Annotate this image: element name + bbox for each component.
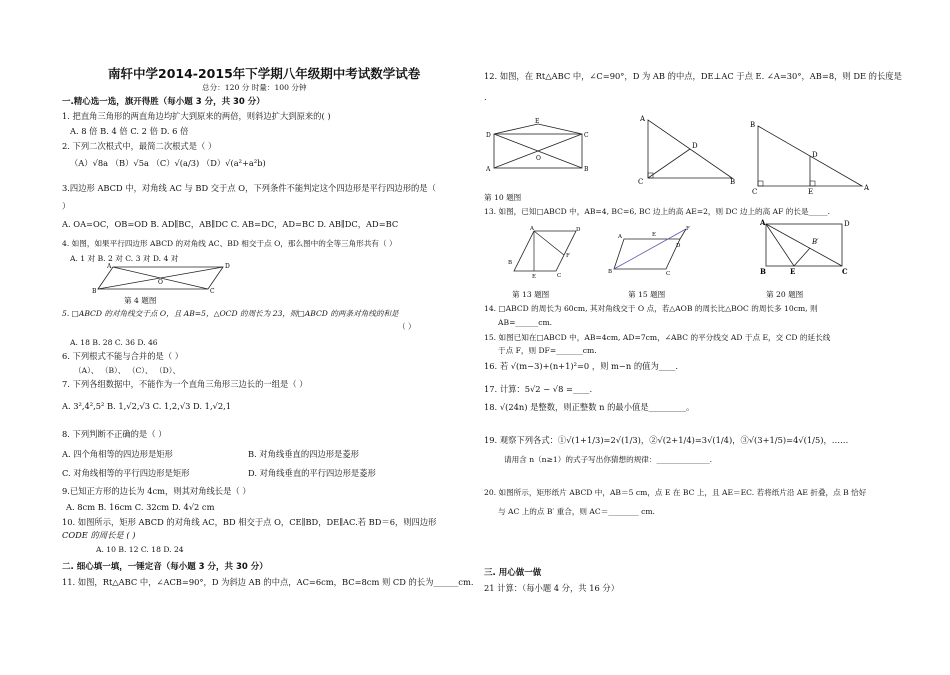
question-7-options: A. 3²,4²,5² B. 1,√2,√3 C. 1,2,√3 D. 1,√2,1 [62, 401, 232, 411]
figure-20-caption: 第 20 题图 [766, 290, 804, 299]
question-4-options: A. 1 对 B. 2 对 C. 3 对 D. 4 对 [70, 254, 179, 263]
fig15-label-B: B [608, 269, 613, 275]
fig15-label-F: F [686, 226, 690, 232]
section2-heading: 二. 细心填一填，一锤定音（每小题 3 分，共 30 分） [62, 562, 268, 572]
question-6-options: （A）、 （B）、 （C）、 （D）、 [74, 366, 181, 375]
figure-15-parallelogram [608, 225, 690, 277]
question-6: 6. 下列根式不能与合并的是（ ） [62, 351, 184, 361]
question-13: 13. 如图，已知□ABCD 中，AB=4, BC=6, BC 边上的高 AE=2，则 DC 边上的高 AF 的长是_____. [484, 207, 830, 216]
fig13-label-A: A [530, 226, 534, 232]
fig4-label-B: B [92, 288, 97, 295]
fig20-label-E: E [790, 267, 796, 276]
question-2-options: （A）√8a （B）√5a （C）√(a/3) （D）√(a²+a²b) [70, 158, 266, 168]
fig20-label-D: D [844, 220, 850, 228]
figure-13-caption: 第 13 题图 [512, 290, 550, 299]
fig13-label-B: B [508, 260, 513, 266]
question-5-options: A. 18 B. 28 C. 36 D. 46 [70, 338, 158, 347]
question-5: 5. □ABCD 的对角线交于点 O，且 AB=5，△OCD 的周长为 23，则□ABCD 的两条对角线的和是 [62, 309, 399, 318]
question-10-line2: CODE 的周长是 ( ) [62, 530, 136, 540]
fig13-label-D: D [576, 227, 581, 233]
question-10: 10. 如图所示，矩形 ABCD 的对角线 AC，BD 相交于点 O，CE∥BD，DE∥AC.若 BD＝6，则四边形 [62, 517, 437, 527]
figure-4-parallelogram [92, 262, 230, 295]
fig11-label-B: B [730, 178, 736, 186]
figure-12-triangle [750, 121, 870, 196]
question-14: 14. □ABCD 的周长为 60cm, 其对角线交于 O 点，若△AOB 的周长比△BOC 的周长多 10cm, 则 [484, 304, 818, 313]
fig10-label-D: D [486, 132, 491, 139]
question-18: 18. √(24n) 是整数，则正整数 n 的最小值是_________。 [484, 402, 695, 412]
fig20-label-C: C [842, 267, 848, 276]
question-7: 7. 下列各组数据中，不能作为一个直角三角形三边长的一组是（ ） [62, 379, 308, 389]
fig11-label-A: A [640, 115, 646, 123]
figure-13-parallelogram [508, 226, 581, 280]
question-10-options: A. 10 B. 12 C. 18 D. 24 [96, 545, 184, 554]
fig12-label-E: E [808, 188, 814, 196]
question-3: 3.四边形 ABCD 中，对角线 AC 与 BD 交于点 O，下列条件不能判定这个四边形是平行四边形的是（ [62, 183, 436, 193]
fig15-label-D: D [676, 243, 681, 249]
section3-heading: 三. 用心做一做 [484, 568, 542, 578]
fig20-label-A: A [760, 218, 766, 227]
question-12: 12. 如图，在 Rt△ABC 中，∠C=90°，D 为 AB 的中点，DE⊥AC 于点 E. ∠A=30°，AB=8，则 DE 的长度是 [484, 71, 902, 81]
question-11: 11. 如图，Rt△ABC 中，∠ACB=90°，D 为斜边 AB 的中点，AC=6cm，BC=8cm 则 CD 的长为______cm. [62, 577, 474, 587]
question-16: 16. 若 √(m−3)+(n+1)²=0 ，则 m−n 的值为____. [484, 361, 678, 371]
fig11-label-C: C [638, 178, 644, 186]
question-8-d: D. 对角线垂直的平行四边形是菱形 [248, 468, 376, 478]
question-20: 20. 如图所示，矩形纸片 ABCD 中，AB＝5 cm，点 E 在 BC 上，且 AE＝EC. 若将纸片沿 AE 折叠，点 B 恰好 [484, 488, 867, 497]
fig12-label-A: A [864, 184, 870, 192]
fig4-label-A: A [107, 263, 112, 270]
question-3-close: ） [62, 201, 71, 211]
fig13-label-E: E [532, 274, 537, 280]
question-1: 1. 把直角三角形的两直角边均扩大到原来的两倍，则斜边扩大到原来的( ) [62, 111, 331, 121]
exam-title: 南轩中学2014-2015年下学期八年级期中考试数学试卷 [108, 66, 421, 81]
fig12-label-C: C [752, 188, 758, 196]
question-9-options: A. 8cm B. 16cm C. 32cm D. 4√2 cm [66, 502, 215, 512]
question-8: 8. 下列判断不正确的是（ ） [62, 429, 167, 439]
question-14-line2: AB=______cm. [498, 318, 553, 327]
section1-heading: 一.精心选一选，旗开得胜（每小题 3 分，共 30 分） [62, 97, 265, 107]
question-12-end: . [484, 92, 487, 102]
question-3-options: A. OA=OC，OB=OD B. AD∥BC，AB∥DC C. AB=DC，AD=BC D. AB∥DC，AD=BC [62, 219, 399, 229]
question-8-c: C. 对角线相等的平行四边形是矩形 [62, 468, 190, 478]
fig15-label-E: E [652, 232, 657, 238]
question-19: 19. 观察下列各式：①√(1+1/3)=2√(1/3)，②√(2+1/4)=3√(1/4)，③√(3+1/5)=4√(1/5)，…… [484, 435, 849, 445]
figure-15-caption: 第 15 题图 [628, 290, 666, 299]
figure-11-triangle [638, 115, 736, 186]
figure-4-caption: 第 4 题图 [124, 296, 157, 305]
fig15-label-C: C [666, 271, 671, 277]
figure-10-caption: 第 10 题图 [484, 193, 522, 202]
question-5-paren: （ ） [398, 322, 416, 331]
fig10-label-B: B [584, 166, 589, 173]
fig20-label-Bprime: B′ [812, 238, 819, 246]
figure-20-rectangle [760, 218, 850, 276]
figure-10-rectangle [486, 118, 589, 173]
fig10-label-C: C [584, 132, 589, 139]
question-8-b: B. 对角线垂直的四边形是菱形 [248, 449, 359, 459]
fig4-label-O: O [158, 279, 163, 286]
question-9: 9.已知正方形的边长为 4cm，则其对角线长是（ ） [62, 486, 251, 496]
fig11-label-D: D [692, 142, 698, 150]
fig12-label-D: D [812, 151, 818, 159]
question-15: 15. 如图已知在□ABCD 中，AB=4cm, AD=7cm，∠ABC 的平分线交 AD 于点 E，交 CD 的延长线 [484, 333, 831, 342]
fig13-label-C: C [557, 273, 562, 279]
question-17: 17. 计算：5√2 − √8 =____. [484, 384, 593, 394]
question-19-line2: 请用含 n（n≥1）的式子写出你猜想的规律：______________. [504, 455, 713, 464]
fig15-label-A: A [618, 234, 622, 240]
question-2: 2. 下列二次根式中，最简二次根式是（ ） [62, 141, 217, 151]
question-20-line2: 与 AC 上的点 B′ 重合，则 AC＝________ cm. [498, 507, 655, 516]
fig20-label-B: B [760, 267, 766, 276]
fig4-label-D: D [225, 263, 230, 270]
fig10-label-O: O [536, 155, 541, 162]
question-15-line2: 于点 F，则 DF=_______cm. [498, 346, 597, 355]
fig10-label-A: A [486, 166, 491, 173]
question-21: 21 计算：（每小题 4 分，共 16 分） [484, 583, 619, 593]
question-4: 4. 如图，如果平行四边形 ABCD 的对角线 AC、BD 相交于点 O，那么图中的全等三角形共有（ ） [62, 239, 397, 248]
fig10-label-E: E [535, 118, 540, 125]
question-1-options: A. 8 倍 B. 4 倍 C. 2 倍 D. 6 倍 [70, 126, 189, 136]
fig12-label-B: B [750, 121, 756, 129]
fig4-label-C: C [210, 288, 215, 295]
fig13-label-F: F [566, 253, 570, 259]
exam-meta: 总分：120 分 时量：100 分钟 [202, 83, 307, 92]
question-8-a: A. 四个角相等的四边形是矩形 [62, 449, 173, 459]
